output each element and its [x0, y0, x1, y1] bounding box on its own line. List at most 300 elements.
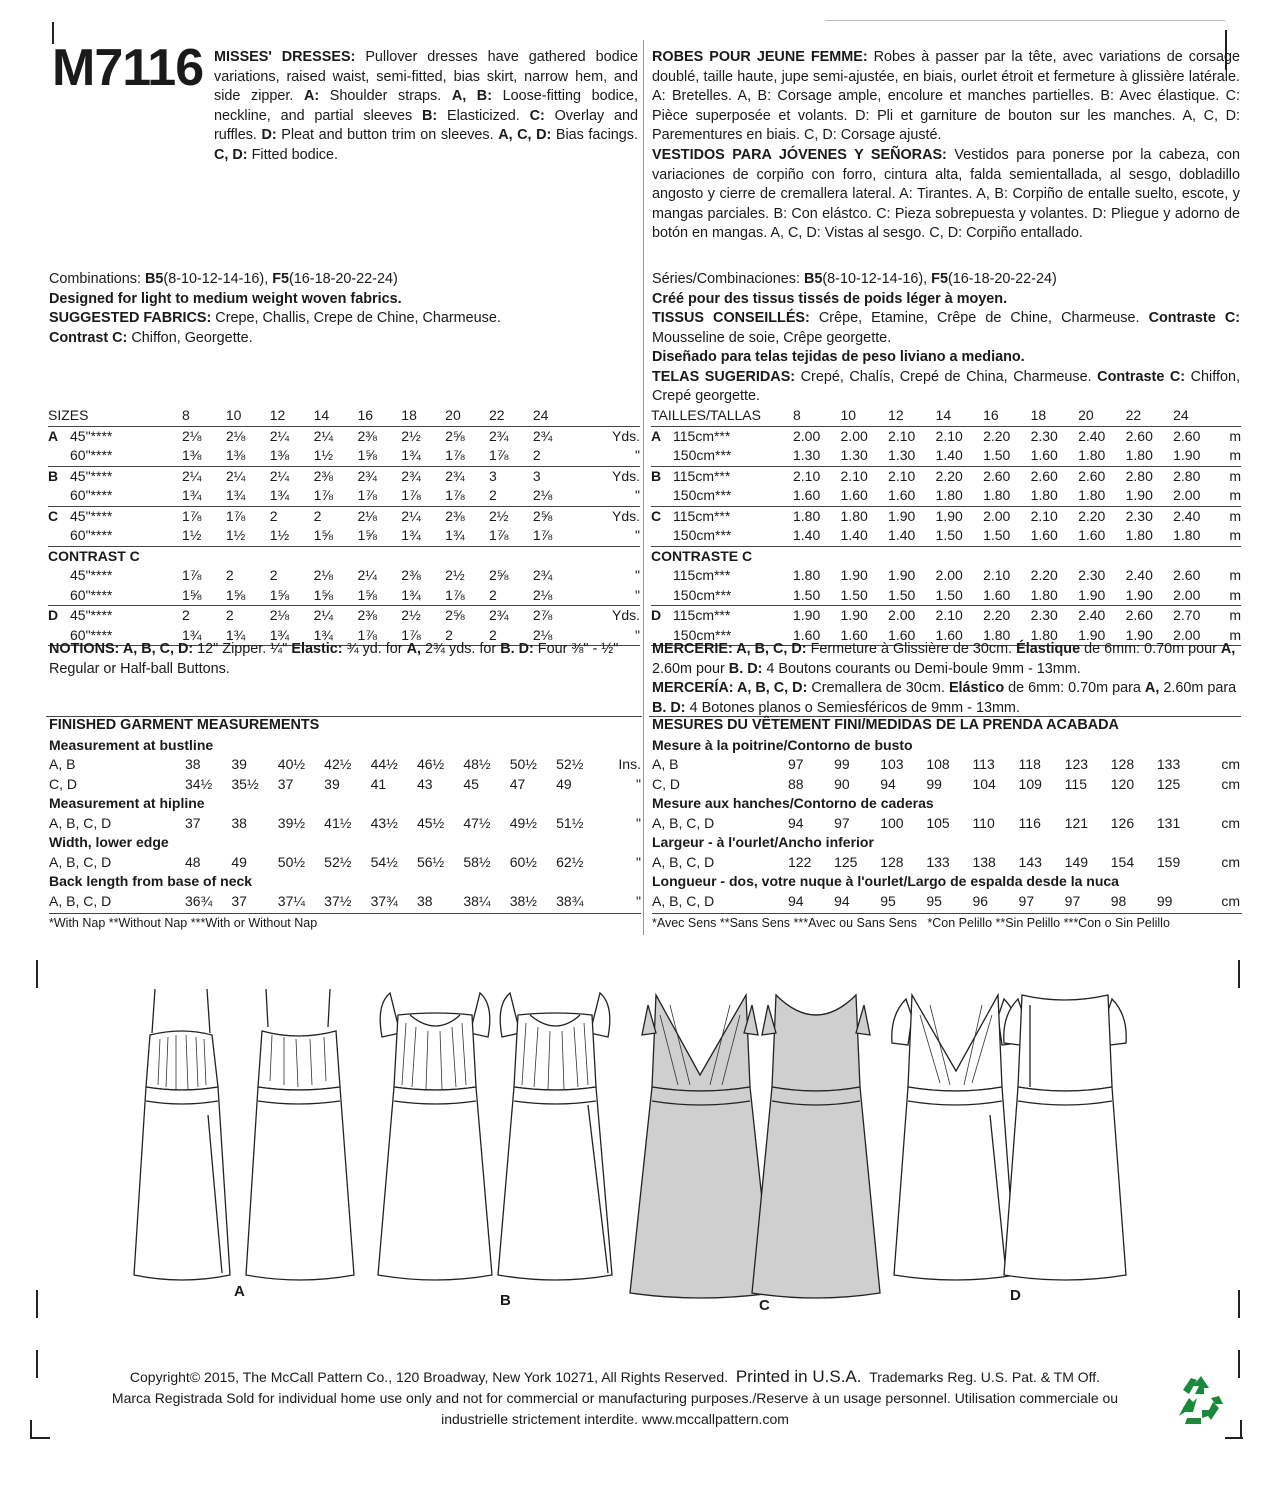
unit: m [1221, 586, 1241, 606]
measurement-value: 90 [834, 775, 850, 792]
yardage-value: 2.00 [1173, 626, 1221, 646]
yardage-value: 1.50 [793, 586, 841, 606]
view-label-b: B [500, 1292, 511, 1309]
measurement-value: 58½ [463, 853, 491, 870]
measurement-value: 95 [880, 892, 896, 909]
measurement-value: 38½ [509, 892, 537, 909]
yardage-value: 2.80 [1173, 467, 1201, 484]
measurement-value: 40½ [277, 756, 306, 772]
yardage-value: 2 [225, 607, 234, 623]
yardage-value: 2¾ [445, 467, 465, 484]
crop-mark [36, 960, 38, 988]
yardage-value: 1.30 [888, 446, 936, 466]
yardage-value: 2.60 [1173, 567, 1201, 583]
unit: Yds. [611, 427, 640, 444]
french-title: ROBES POUR JEUNE FEMME: [652, 49, 868, 65]
view-a-back [246, 989, 354, 1280]
unit: cm [1221, 814, 1240, 831]
unit: cm [1221, 853, 1240, 870]
size-header: 24 [533, 406, 577, 426]
elastic-label: Elastic: [291, 641, 343, 657]
yardage-value: 2⅜ [313, 467, 334, 484]
mercerie-text: 2.60m pour [652, 660, 729, 677]
yardage-value: 2¼ [401, 507, 421, 524]
yardage-value: 1.50 [841, 586, 889, 606]
yardage-value: 1¾ [401, 446, 445, 466]
view-ref: D: [514, 641, 534, 657]
yardage-value: 2.00 [1173, 486, 1221, 506]
yardage-value: 2.10 [935, 427, 963, 444]
combo-f5: F5 [272, 271, 289, 287]
measurement-value: 123 [1064, 756, 1089, 772]
view-ref: D: [743, 660, 763, 677]
views: A, B, C, D [49, 892, 112, 909]
size-header: 12 [270, 406, 314, 426]
spanish-title: VESTIDOS PARA JÓVENES Y SEÑORAS: [652, 147, 947, 163]
yardage-value: 2¼ [225, 467, 246, 484]
description-fragment: Elasticized. [437, 107, 530, 124]
finished-title: FINISHED GARMENT MEASUREMENTS [49, 717, 320, 733]
yardage-value: 2⅜ [357, 427, 377, 444]
measurement-value: 97 [1018, 892, 1035, 909]
measurement-value: 47½ [463, 814, 491, 831]
measurement-value: 51½ [556, 814, 584, 831]
size-header: 20 [445, 406, 489, 426]
measurement-value: 37 [185, 814, 201, 831]
size-header: 16 [983, 406, 1031, 426]
yardage-value: 1.60 [793, 486, 841, 506]
measurement-value: 131 [1156, 814, 1181, 831]
yardage-value: 2 [445, 626, 489, 646]
crop-mark [36, 1290, 38, 1318]
telas-label: TELAS SUGERIDAS: [652, 368, 796, 385]
yardage-value: 1.80 [983, 486, 1031, 506]
size-header: 10 [226, 406, 270, 426]
yardage-value: 2⅛ [357, 507, 377, 524]
yardage-value: 2.40 [1173, 507, 1201, 524]
measurement-label: Longueur - dos, votre nuque à l'ourlet/Largo de espalda desde la nuca [652, 873, 1119, 889]
yardage-value: 2.20 [1030, 567, 1058, 583]
view-letter [48, 446, 62, 466]
mercerie-label: MERCERIE: A, B, C, D: [652, 641, 807, 657]
yardage-value: 1.60 [936, 626, 984, 646]
measurement-label: Largeur - à l'ourlet/Ancho inferior [652, 834, 874, 850]
notions-text: Four ⅜" - ½" Regular or Half-ball Buttons. [49, 641, 619, 677]
measurement-value: 96 [972, 892, 989, 909]
unit: cm [1221, 775, 1240, 792]
measurement-value: 39 [231, 756, 247, 772]
mercerie-text: Fermeture à Glissière de 30cm. [806, 641, 1017, 657]
spanish-description-text: Vestidos para ponerse por la cabeza, con variaciones de corpiño con forro, cintura alta, falda semientallada, al sesgo, dobladillo angosto y cierre de cremallera lateral. A: Tirantes. A, B: Corpiño de entalle suelto, escote, y mangas parciales. B: Con elástco. C: Pieza sobrepuesta y volantes. D: Pliegue y adorno de botón en mangas. A, C, D: Vistas al sesgo. C, D: Corpiño entallado. [652, 147, 1240, 241]
recycle-icon [1175, 1372, 1227, 1424]
fabric-width: 45"**** [70, 567, 113, 583]
yardage-value: 1.60 [841, 626, 889, 646]
yardage-value: 2.00 [983, 507, 1011, 524]
yardage-value: 1.80 [840, 507, 868, 524]
measurement-value: 48½ [463, 756, 491, 772]
telas-text: Crepé, Chalís, Crepé de China, Charmeuse. [795, 368, 1098, 385]
size-header: 18 [1031, 406, 1079, 426]
yardage-value: 1¾ [270, 626, 314, 646]
description-fragment: Overlay and ruffles. [214, 107, 638, 143]
yardage-value: 2 [225, 567, 234, 583]
measurement-value: 128 [880, 853, 904, 870]
mercerie-text: de 6mm: 0.70m pour [1080, 641, 1221, 657]
contraste-es-text: Chiffon, Crepé georgette. [652, 368, 1240, 404]
view-a-front [134, 989, 230, 1280]
measurement-value: 122 [788, 853, 812, 870]
yardage-value: 1.60 [983, 586, 1031, 606]
yardage-value: 1⅜ [226, 446, 270, 466]
notions-french-spanish [652, 640, 1242, 718]
measurement-value: 149 [1064, 853, 1089, 870]
views: A, B, C, D [49, 853, 112, 870]
yardage-value: 2.00 [888, 607, 916, 623]
view-label-d: D [1010, 1287, 1021, 1304]
yardage-value: 2⅛ [269, 607, 290, 623]
measurement-value: 60½ [509, 853, 537, 870]
size-header: 16 [357, 406, 401, 426]
measurement-value: 44½ [370, 756, 398, 772]
french-spanish-fabric-info [652, 270, 1240, 407]
measurement-value: 108 [926, 756, 950, 772]
measurement-value: 41½ [324, 814, 352, 831]
measurement-value: 38 [231, 814, 247, 831]
copyright-text: Copyright© 2015, The McCall Pattern Co., 120 Broadway, New York 10271, All Rights Reserved. [129, 1369, 729, 1385]
views: A, B [49, 756, 76, 772]
fabric-width: 45"**** [70, 507, 113, 524]
measurement-value: 38¼ [463, 892, 491, 909]
measurement-value: 37 [231, 892, 247, 909]
yardage-value: 2.60 [1125, 607, 1153, 623]
size-header: 12 [888, 406, 936, 426]
english-title: MISSES' DRESSES: [214, 49, 356, 65]
unit: " [636, 853, 641, 870]
yardage-value: 2.40 [1078, 607, 1106, 623]
yardage-value: 1.80 [983, 626, 1031, 646]
merceria-label: MERCERÍA: A, B, C, D: [652, 680, 808, 696]
view-letter [651, 586, 665, 606]
contrast-heading: CONTRASTE C [651, 547, 753, 564]
disenado-para: Diseñado para telas tejidas de peso liviano a mediano. [652, 349, 1025, 365]
yardage-value: 2.30 [1125, 507, 1153, 524]
measurement-value: 99 [834, 756, 850, 772]
view-ref: B. [652, 699, 667, 716]
yardage-value: 2 [489, 586, 533, 606]
yardage-value: 1.90 [840, 607, 868, 623]
fabric-width: 60"**** [62, 526, 182, 546]
view-letter [48, 486, 62, 506]
yardage-value: 1.30 [793, 446, 841, 466]
yardage-value: 2.20 [983, 427, 1011, 444]
size-header: 14 [314, 406, 358, 426]
fabric-width: 45"**** [70, 467, 113, 484]
view-letter: A [48, 427, 59, 444]
measurement-value: 56½ [416, 853, 445, 870]
contraste-es-label: Contraste C: [1097, 368, 1186, 385]
unit: cm [1221, 756, 1240, 772]
measurement-value: 116 [1018, 814, 1041, 831]
measurement-value: 125 [1156, 775, 1181, 792]
yardage-value: 1⅜ [182, 446, 226, 466]
fabric-width: 60"**** [62, 486, 182, 506]
unit: " [636, 814, 641, 831]
yardage-value: 2.40 [1078, 427, 1106, 444]
measurement-value: 125 [834, 853, 858, 870]
measurement-value: 98 [1110, 892, 1127, 909]
yardage-value: 1½ [226, 526, 270, 546]
view-letter: B [48, 467, 59, 484]
crop-mark [1240, 1420, 1242, 1438]
description-fragment: Loose-fitting bodice, neckline, and partial sleeves [214, 88, 639, 124]
yardage-value: 1⅞ [401, 626, 445, 646]
views: C, D [652, 775, 680, 792]
crop-mark [30, 1420, 32, 1438]
view-letter [48, 566, 62, 586]
fabric-width: 115cm*** [673, 427, 731, 444]
yardage-value: 1.40 [793, 526, 841, 546]
notions-english [49, 640, 641, 679]
measurement-value: 128 [1110, 756, 1135, 772]
combo-f5-sizes: (16-18-20-22-24) [288, 271, 398, 287]
measurement-value: 97 [1064, 892, 1081, 909]
size-header [1221, 406, 1241, 426]
yardage-value: 2¾ [489, 427, 509, 444]
yardage-value: 2¾ [401, 467, 421, 484]
measurement-value: 88 [788, 775, 804, 792]
yardage-value: 2 [489, 486, 533, 506]
fabric-width: 60"**** [62, 586, 182, 606]
measurement-value: 121 [1064, 814, 1089, 831]
unit: " [577, 586, 640, 606]
measurement-value: 34½ [185, 775, 213, 792]
measurement-value: 47 [509, 775, 526, 792]
view-c-front [630, 995, 772, 1298]
view-d-back [1004, 995, 1126, 1280]
yardage-value: 1⅞ [445, 446, 489, 466]
description-fragment: Bias facings. [551, 127, 638, 143]
suggested-fabrics: Crepe, Challis, Crepe de Chine, Charmeuse. [211, 310, 501, 326]
yardage-table-english [48, 406, 640, 646]
yardage-value: 2 [269, 567, 278, 583]
yardage-value: 1⅞ [489, 526, 533, 546]
yardage-value: 1⅞ [357, 486, 401, 506]
views: A, B, C, D [49, 814, 112, 831]
measurement-value: 38¾ [556, 892, 584, 909]
yardage-value: 1.90 [1126, 486, 1174, 506]
yardage-value: 2⅛ [533, 486, 577, 506]
measurement-label: Measurement at bustline [49, 736, 214, 753]
yardage-value: 1.90 [1078, 626, 1126, 646]
yardage-value: 1⅞ [225, 507, 246, 524]
yardage-value: 1¾ [226, 626, 270, 646]
fabric-width: 115cm*** [673, 607, 731, 623]
yardage-value: 1½ [270, 526, 314, 546]
combinations-label: Combinations: [49, 271, 145, 287]
measurement-value: 35½ [231, 775, 259, 792]
yardage-value: 2⅝ [445, 607, 465, 623]
combo-b5-sizes: (8-10-12-14-16), [163, 271, 273, 287]
fabric-width: 60"**** [62, 446, 182, 466]
fabric-width: 115cm*** [673, 567, 731, 583]
yardage-value: 1.80 [1031, 626, 1079, 646]
notions-text: 2¾ yds. for [421, 641, 501, 657]
yardage-value: 1.90 [840, 567, 868, 583]
column-divider [643, 40, 644, 935]
yardage-value: 1½ [314, 446, 358, 466]
measurement-label: Mesure à la poitrine/Contorno de busto [652, 736, 913, 753]
measurement-value: 41 [370, 775, 387, 792]
fabric-width: 115cm*** [673, 467, 731, 484]
yardage-value: 1.60 [793, 626, 841, 646]
measurement-value: 54½ [370, 853, 398, 870]
yardage-value: 1⅝ [357, 586, 401, 606]
view-ref: D: [666, 699, 686, 716]
yardage-value: 1.80 [1078, 446, 1126, 466]
yardage-value: 1⅞ [182, 567, 202, 583]
yardage-value: 1.60 [888, 626, 936, 646]
unit: m [1229, 567, 1241, 583]
footnote: *With Nap **Without Nap ***With or Without Nap [49, 913, 641, 932]
yardage-value: 1.90 [888, 567, 916, 583]
french-description [652, 48, 1240, 146]
notions-text: ¾ yd. for [342, 641, 407, 657]
description-fragment: B: [422, 107, 438, 124]
measurement-label: Measurement at hipline [49, 795, 205, 811]
yardage-value: 1¾ [314, 626, 358, 646]
notions-label: NOTIONS: A, B, C, D: [49, 641, 194, 657]
yardage-value: 2.30 [1030, 427, 1058, 444]
description-fragment: A: [304, 88, 320, 104]
view-label-c: C [759, 1297, 770, 1314]
fabric-width: 150cm*** [665, 486, 793, 506]
view-letter: C [48, 507, 59, 524]
fabric-width: 115cm*** [673, 507, 731, 524]
yardage-value: 1⅝ [357, 446, 401, 466]
combo-b5: B5 [145, 271, 164, 287]
yardage-value: 2.00 [1173, 586, 1221, 606]
elastique-label: Élastique [1016, 641, 1081, 657]
fabric-width: 45"**** [70, 427, 113, 444]
measurement-value: 104 [972, 775, 996, 792]
measurement-value: 50½ [277, 853, 306, 870]
yardage-value: 2.00 [793, 427, 821, 444]
yardage-value: 1.80 [936, 486, 984, 506]
yardage-value: 1¾ [401, 586, 445, 606]
measurement-value: 94 [788, 892, 804, 909]
yardage-value: 2⅜ [357, 607, 377, 623]
measurement-value: 99 [926, 775, 942, 792]
view-letter [651, 566, 665, 586]
size-header: 10 [841, 406, 889, 426]
measurement-value: 94 [788, 814, 804, 831]
views: A, B, C, D [652, 814, 715, 831]
yardage-value: 2.10 [840, 467, 868, 484]
view-letter: D [651, 607, 662, 623]
english-fabric-info [49, 270, 639, 348]
yardage-value: 1.80 [793, 507, 821, 524]
yardage-value: 3 [489, 467, 497, 484]
size-header: 22 [1126, 406, 1174, 426]
view-ref: A, [406, 641, 421, 657]
measurement-value: 62½ [556, 853, 584, 870]
measurement-value: 109 [1018, 775, 1042, 792]
yardage-value: 1⅞ [314, 486, 358, 506]
yardage-value: 1.90 [888, 507, 916, 524]
measurement-value: 97 [788, 756, 804, 772]
view-letter [651, 486, 665, 506]
fabric-width: 45"**** [70, 607, 113, 623]
yardage-value: 2¼ [357, 567, 377, 583]
views: C, D [49, 775, 77, 792]
view-illustrations [100, 975, 1200, 1305]
yardage-value: 3 [532, 467, 541, 484]
measurement-value: 38 [185, 756, 201, 772]
yardage-value: 1.60 [888, 486, 936, 506]
yardage-table [651, 406, 1241, 646]
measurement-value: 113 [972, 756, 995, 772]
measurement-label: Mesure aux hanches/Contorno de caderas [652, 795, 934, 811]
yardage-value: 1.40 [841, 526, 889, 546]
view-label-a: A [234, 1283, 245, 1300]
measurement-value: 103 [880, 756, 904, 772]
unit: " [577, 446, 640, 466]
unit: m [1229, 607, 1241, 623]
crop-mark [36, 1350, 38, 1378]
measurement-value: 138 [972, 853, 996, 870]
unit: " [577, 626, 640, 646]
measurement-value: 126 [1110, 814, 1135, 831]
size-header: 22 [489, 406, 533, 426]
yardage-value: 2⅝ [489, 567, 509, 583]
size-header-label: SIZES [48, 406, 182, 426]
fabric-width: 60"**** [62, 626, 182, 646]
designed-for: Designed for light to medium weight woven fabrics. [49, 290, 402, 307]
yardage-value: 1⅝ [226, 586, 270, 606]
yardage-value: 2¾ [489, 607, 509, 623]
unit: m [1229, 427, 1241, 444]
view-letter: B [651, 467, 662, 484]
series-b5-sizes: (8-10-12-14-16), [822, 271, 932, 287]
yardage-value: 2⅝ [445, 427, 465, 444]
measurement-value: 45 [463, 775, 479, 792]
yardage-value: 1.90 [1078, 586, 1126, 606]
unit: m [1221, 626, 1241, 646]
size-header: 8 [182, 406, 226, 426]
measurement-value: 43 [416, 775, 433, 792]
description-fragment: Shoulder straps. [319, 88, 452, 104]
unit: " [635, 567, 640, 583]
measurement-value: 50½ [509, 756, 537, 772]
measurement-value: 94 [880, 775, 896, 792]
yardage-value: 2 [269, 507, 278, 524]
measurement-label: Back length from base of neck [49, 873, 253, 889]
yardage-value: 1.50 [983, 446, 1031, 466]
yardage-value: 1.40 [888, 526, 936, 546]
unit: cm [1221, 892, 1240, 909]
yardage-value: 2.10 [888, 467, 916, 484]
measurement-value: 46½ [416, 756, 445, 772]
size-header: 24 [1173, 406, 1221, 426]
yardage-value: 2⅛ [182, 427, 202, 444]
view-letter: D [48, 607, 59, 623]
yardage-value: 1.80 [793, 567, 821, 583]
tissus-text: Crêpe, Etamine, Crêpe de Chine, Charmeuse. [809, 310, 1149, 326]
unit: m [1221, 446, 1241, 466]
yardage-value: 1.60 [1031, 526, 1079, 546]
elastico-label: Elástico [948, 680, 1005, 696]
yardage-value: 2.20 [983, 607, 1011, 623]
